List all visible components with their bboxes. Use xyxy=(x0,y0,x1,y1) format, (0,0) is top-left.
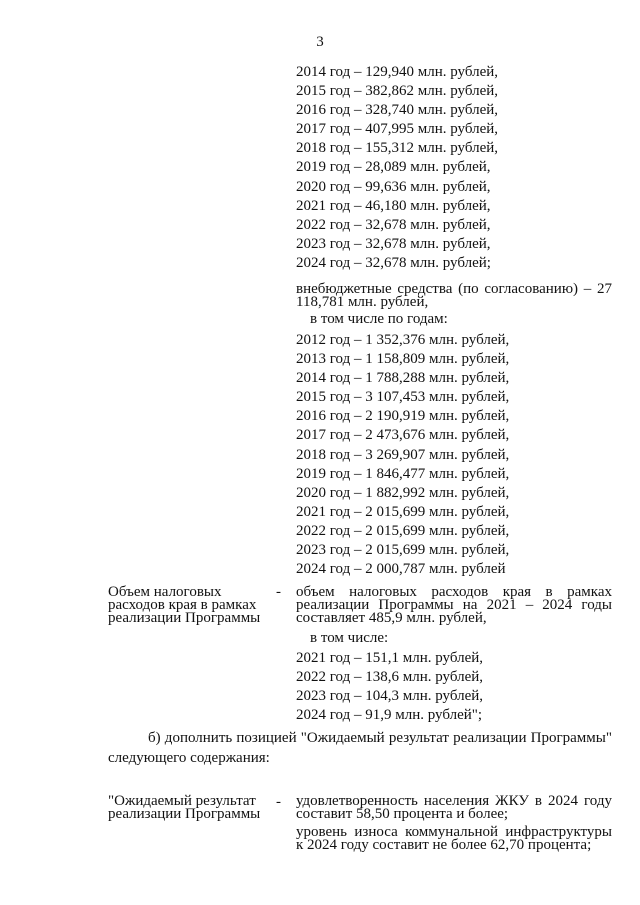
extrabudget-year-line: 2024 год – 2 000,787 млн. рублей xyxy=(296,561,506,578)
regional-budget-year-line: 2016 год – 328,740 млн. рублей, xyxy=(296,102,499,119)
amendment-paragraph xyxy=(108,728,612,768)
regional-budget-year-line: 2020 год – 99,636 млн. рублей, xyxy=(296,178,491,195)
extrabudget-year-line: 2022 год – 2 015,699 млн. рублей, xyxy=(296,522,510,539)
regional-budget-years-list xyxy=(296,63,498,273)
extrabudget-year-line: 2023 год – 2 015,699 млн. рублей, xyxy=(296,542,510,559)
regional-budget-year-line: 2018 год – 155,312 млн. рублей, xyxy=(296,140,499,157)
tax-expenditure-label: Объем налоговых расходов края в рамках реализации Программы xyxy=(108,584,261,626)
regional-budget-year-line: 2023 год – 32,678 млн. рублей, xyxy=(296,235,491,252)
regional-budget-year-line: 2024 год – 32,678 млн. рублей; xyxy=(296,254,491,271)
regional-budget-year-line: 2017 год – 407,995 млн. рублей, xyxy=(296,121,499,138)
result-dash: - xyxy=(276,794,281,810)
extrabudget-year-line: 2021 год – 2 015,699 млн. рублей, xyxy=(296,503,510,520)
tax-years-list xyxy=(296,649,483,725)
regional-budget-year-line: 2015 год – 382,862 млн. рублей, xyxy=(296,83,499,100)
extrabudget-year-line: 2018 год – 3 269,907 млн. рублей, xyxy=(296,446,510,463)
extrabudget-year-line: 2013 год – 1 158,809 млн. рублей, xyxy=(296,351,510,368)
extrabudget-year-line: 2017 год – 2 473,676 млн. рублей, xyxy=(296,427,510,444)
tax-year-line: 2023 год – 104,3 млн. рублей, xyxy=(296,688,484,705)
incl-by-years-label: в том числе по годам: xyxy=(310,311,448,327)
extrabudget-year-line: 2020 год – 1 882,992 млн. рублей, xyxy=(296,484,510,501)
regional-budget-year-line: 2021 год – 46,180 млн. рублей, xyxy=(296,197,491,214)
incl-label: в том числе: xyxy=(310,630,389,646)
tax-dash: - xyxy=(276,584,281,600)
regional-budget-year-line: 2022 год – 32,678 млн. рублей, xyxy=(296,216,491,233)
expected-result-item-2: уровень износа коммунальной инфраструктуры к 2024 году составит не более 62,70 процента; xyxy=(296,824,612,853)
regional-budget-year-line: 2019 год – 28,089 млн. рублей, xyxy=(296,159,491,176)
extrabudget-year-line: 2012 год – 1 352,376 млн. рублей, xyxy=(296,332,510,348)
amendment-line-1: б) дополнить позицией "Ожидаемый результат реализации Программы" xyxy=(148,730,612,746)
expected-result-label: "Ожидаемый результат реализации Программы xyxy=(108,793,261,822)
extrabudget-year-line: 2015 год – 3 107,453 млн. рублей, xyxy=(296,389,510,406)
extrabudget-year-line: 2016 год – 2 190,919 млн. рублей, xyxy=(296,408,510,425)
page-number: 3 xyxy=(316,34,324,50)
extrabudget-year-line: 2019 год – 1 846,477 млн. рублей, xyxy=(296,465,510,482)
extrabudget-year-line: 2014 год – 1 788,288 млн. рублей, xyxy=(296,370,510,387)
extrabudget-years-list xyxy=(296,331,509,579)
tax-expenditure-paragraph: объем налоговых расходов края в рамках реализации Программы на 2021 – 2024 годы составляет 485,9 млн. рублей, xyxy=(296,584,612,626)
tax-year-line: 2021 год – 151,1 млн. рублей, xyxy=(296,650,484,666)
amendment-line-2: следующего содержания: xyxy=(108,750,270,766)
extrabudget-funds-paragraph: внебюджетные средства (по согласованию) – 27 118,781 млн. рублей, xyxy=(296,281,612,310)
regional-budget-year-line: 2014 год – 129,940 млн. рублей, xyxy=(296,64,499,80)
tax-year-line: 2024 год – 91,9 млн. рублей"; xyxy=(296,707,483,724)
expected-result-item-1: удовлетворенность населения ЖКУ в 2024 году составит 58,50 процента и более; xyxy=(296,793,612,822)
tax-year-line: 2022 год – 138,6 млн. рублей, xyxy=(296,669,484,686)
